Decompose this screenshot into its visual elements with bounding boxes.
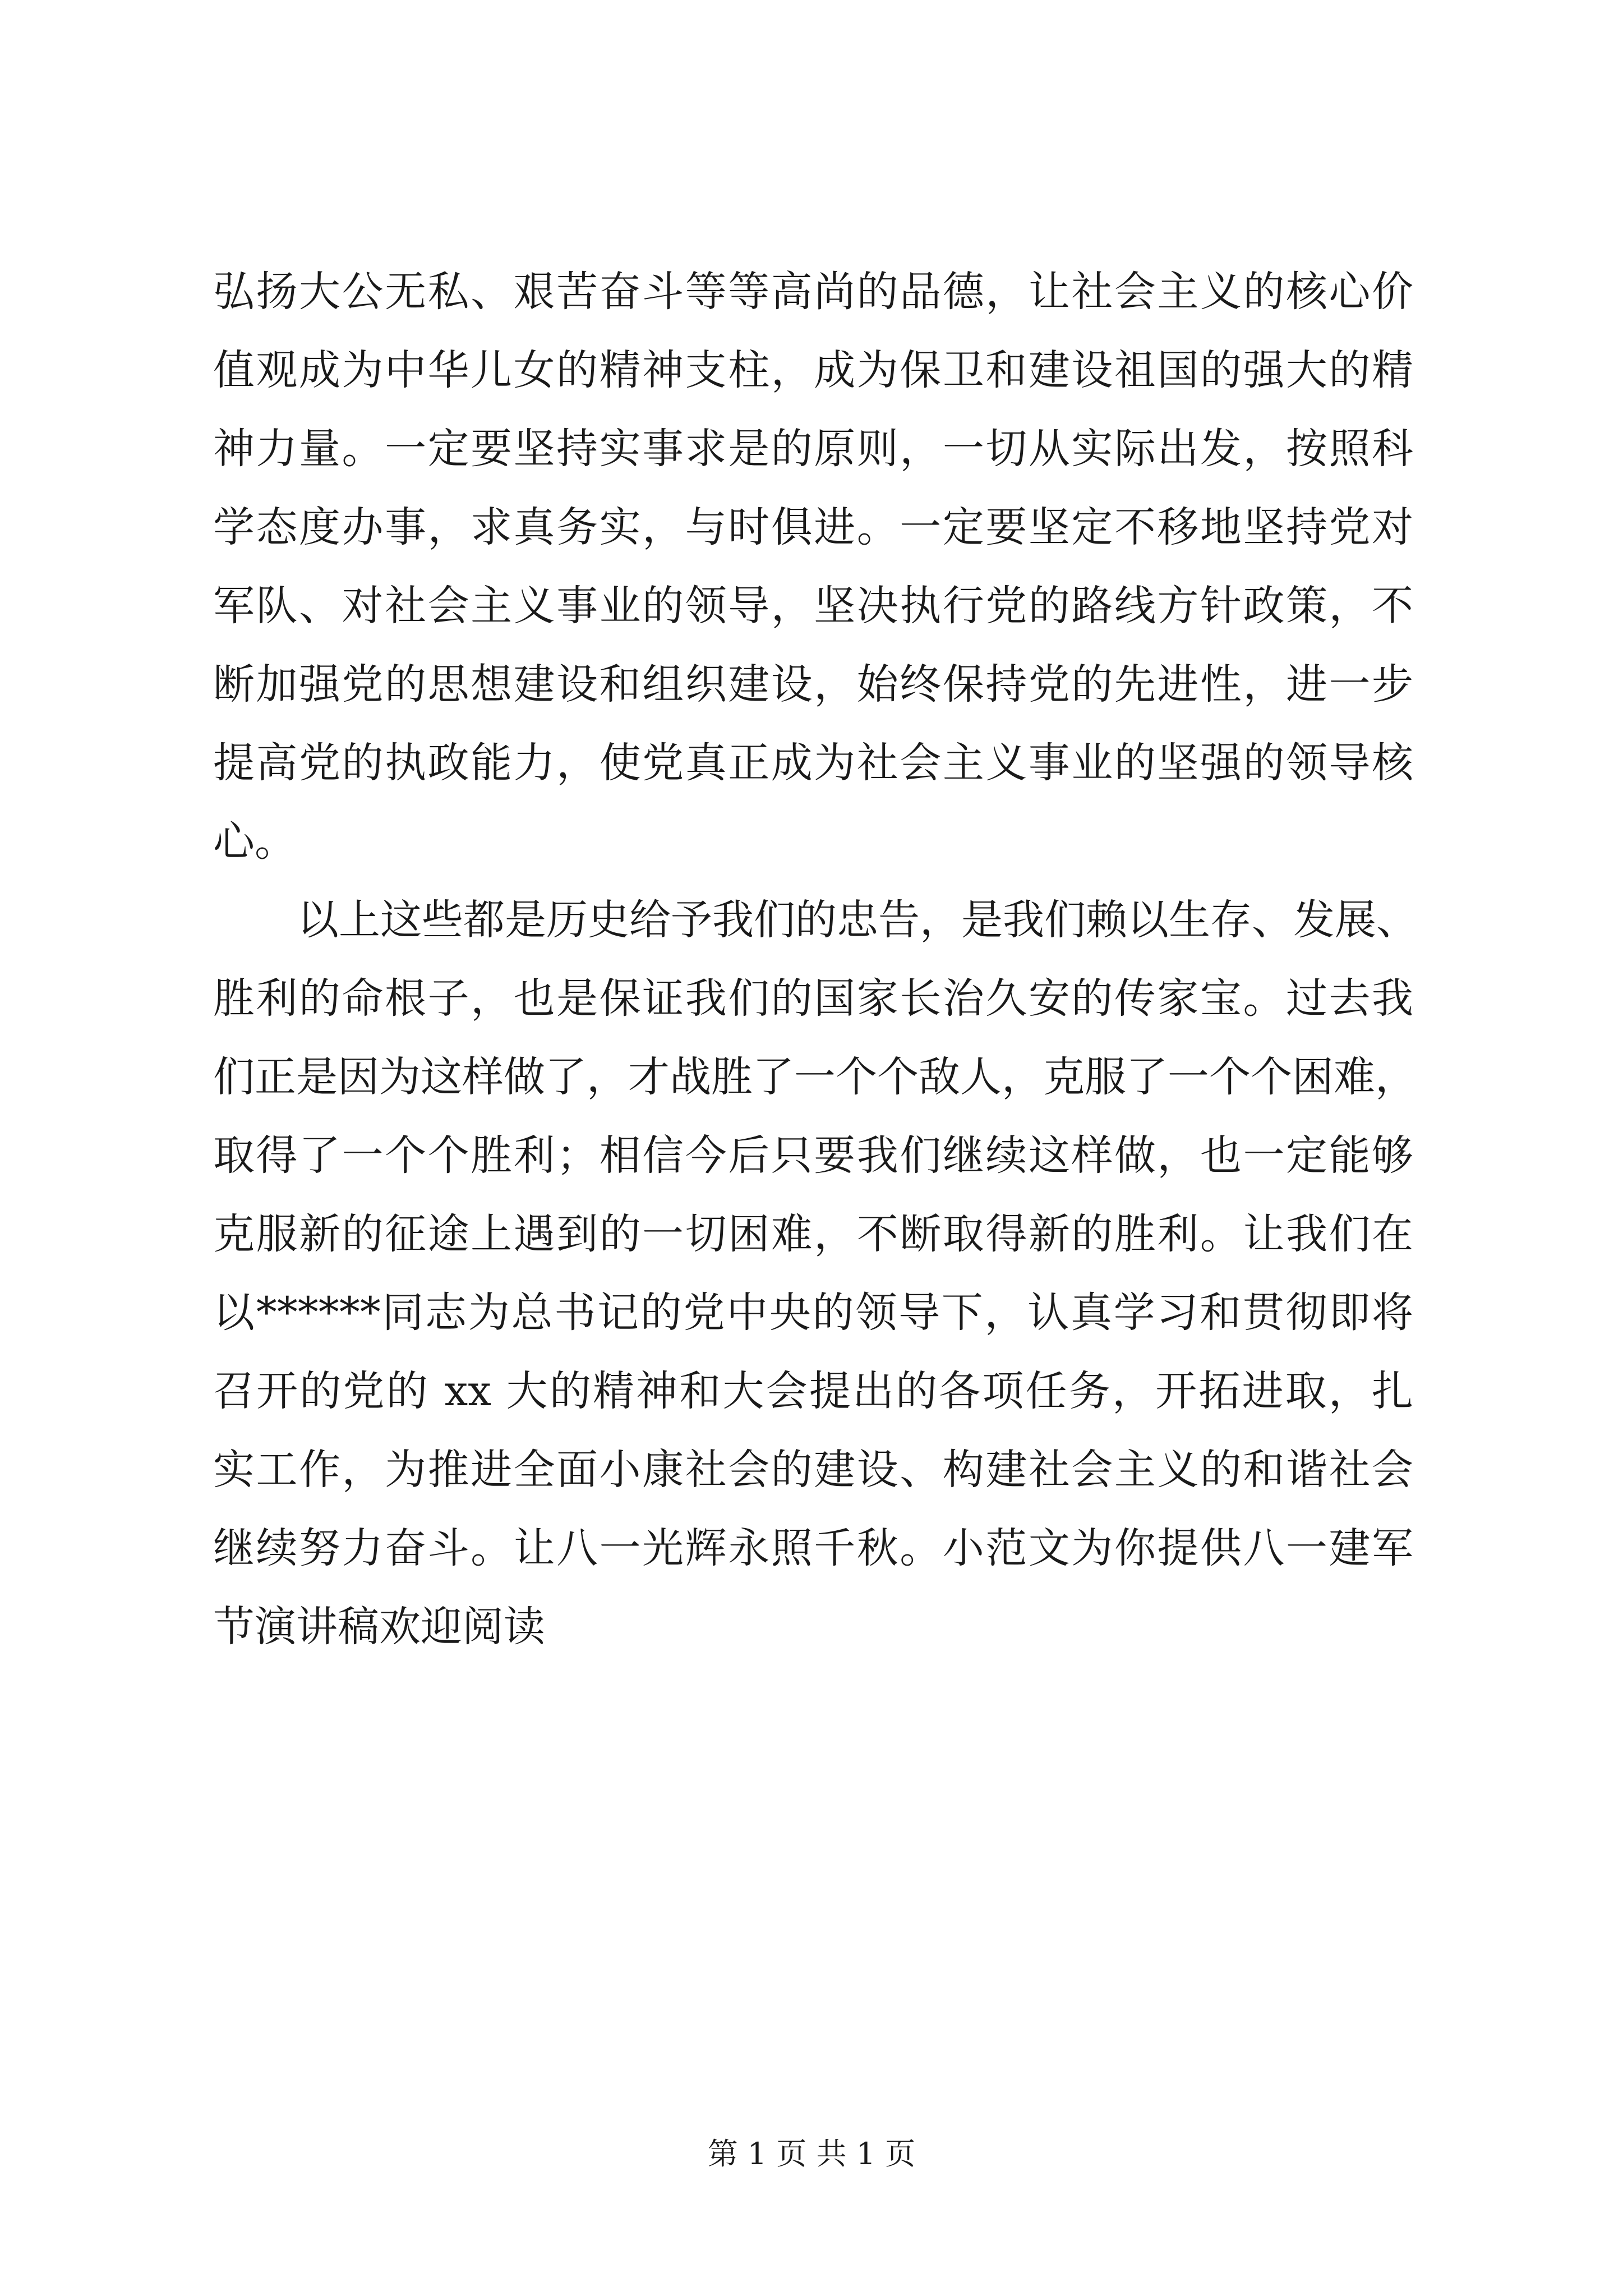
- text-line: 弘扬大公无私、艰苦奋斗等等高尚的品德，让社会主义的核心价: [213, 268, 1413, 316]
- text-line: 继续努力奋斗。让八一光辉永照千秋。小范文为你提供八一建军: [213, 1524, 1413, 1572]
- text-line: 们正是因为这样做了，才战胜了一个个敌人，克服了一个个困难，: [213, 1053, 1417, 1101]
- document-body: [213, 252, 1418, 1666]
- text-line: 节演讲稿欢迎阅读: [213, 1603, 545, 1651]
- text-line: 取得了一个个胜利；相信今后只要我们继续这样做，也一定能够: [213, 1131, 1413, 1180]
- text-line: 断加强党的思想建设和组织建设，始终保持党的先进性，进一步: [213, 660, 1413, 708]
- text-line: 值观成为中华儿女的精神支柱，成为保卫和建设祖国的强大的精: [213, 346, 1413, 394]
- text-line: 以******同志为总书记的党中央的领导下，认真学习和贯彻即将: [213, 1289, 1413, 1337]
- page-footer: [0, 2134, 1623, 2174]
- text-line: 提高党的执政能力，使党真正成为社会主义事业的坚强的领导核: [213, 739, 1413, 787]
- text-line: 实工作，为推进全面小康社会的建设、构建社会主义的和谐社会: [213, 1446, 1413, 1494]
- text-line: 克服新的征途上遇到的一切困难，不断取得新的胜利。让我们在: [213, 1210, 1413, 1258]
- paragraph-2: [213, 881, 1418, 1666]
- text-line: 召开的党的 xx 大的精神和大会提出的各项任务，开拓进取，扎: [213, 1367, 1413, 1415]
- text-line: 胜利的命根子，也是保证我们的国家长治久安的传家宝。过去我: [213, 974, 1413, 1023]
- text-line: 以上这些都是历史给予我们的忠告，是我们赖以生存、发展、: [297, 896, 1418, 944]
- page-number-label: 第 1 页 共 1 页: [707, 2136, 916, 2171]
- paragraph-1: [213, 252, 1413, 881]
- text-line: 学态度办事，求真务实，与时俱进。一定要坚定不移地坚持党对: [213, 503, 1413, 551]
- text-line: 神力量。一定要坚持实事求是的原则，一切从实际出发，按照科: [213, 425, 1413, 473]
- text-line: 心。: [213, 817, 296, 866]
- text-line: 军队、对社会主义事业的领导，坚决执行党的路线方针政策，不: [213, 582, 1413, 630]
